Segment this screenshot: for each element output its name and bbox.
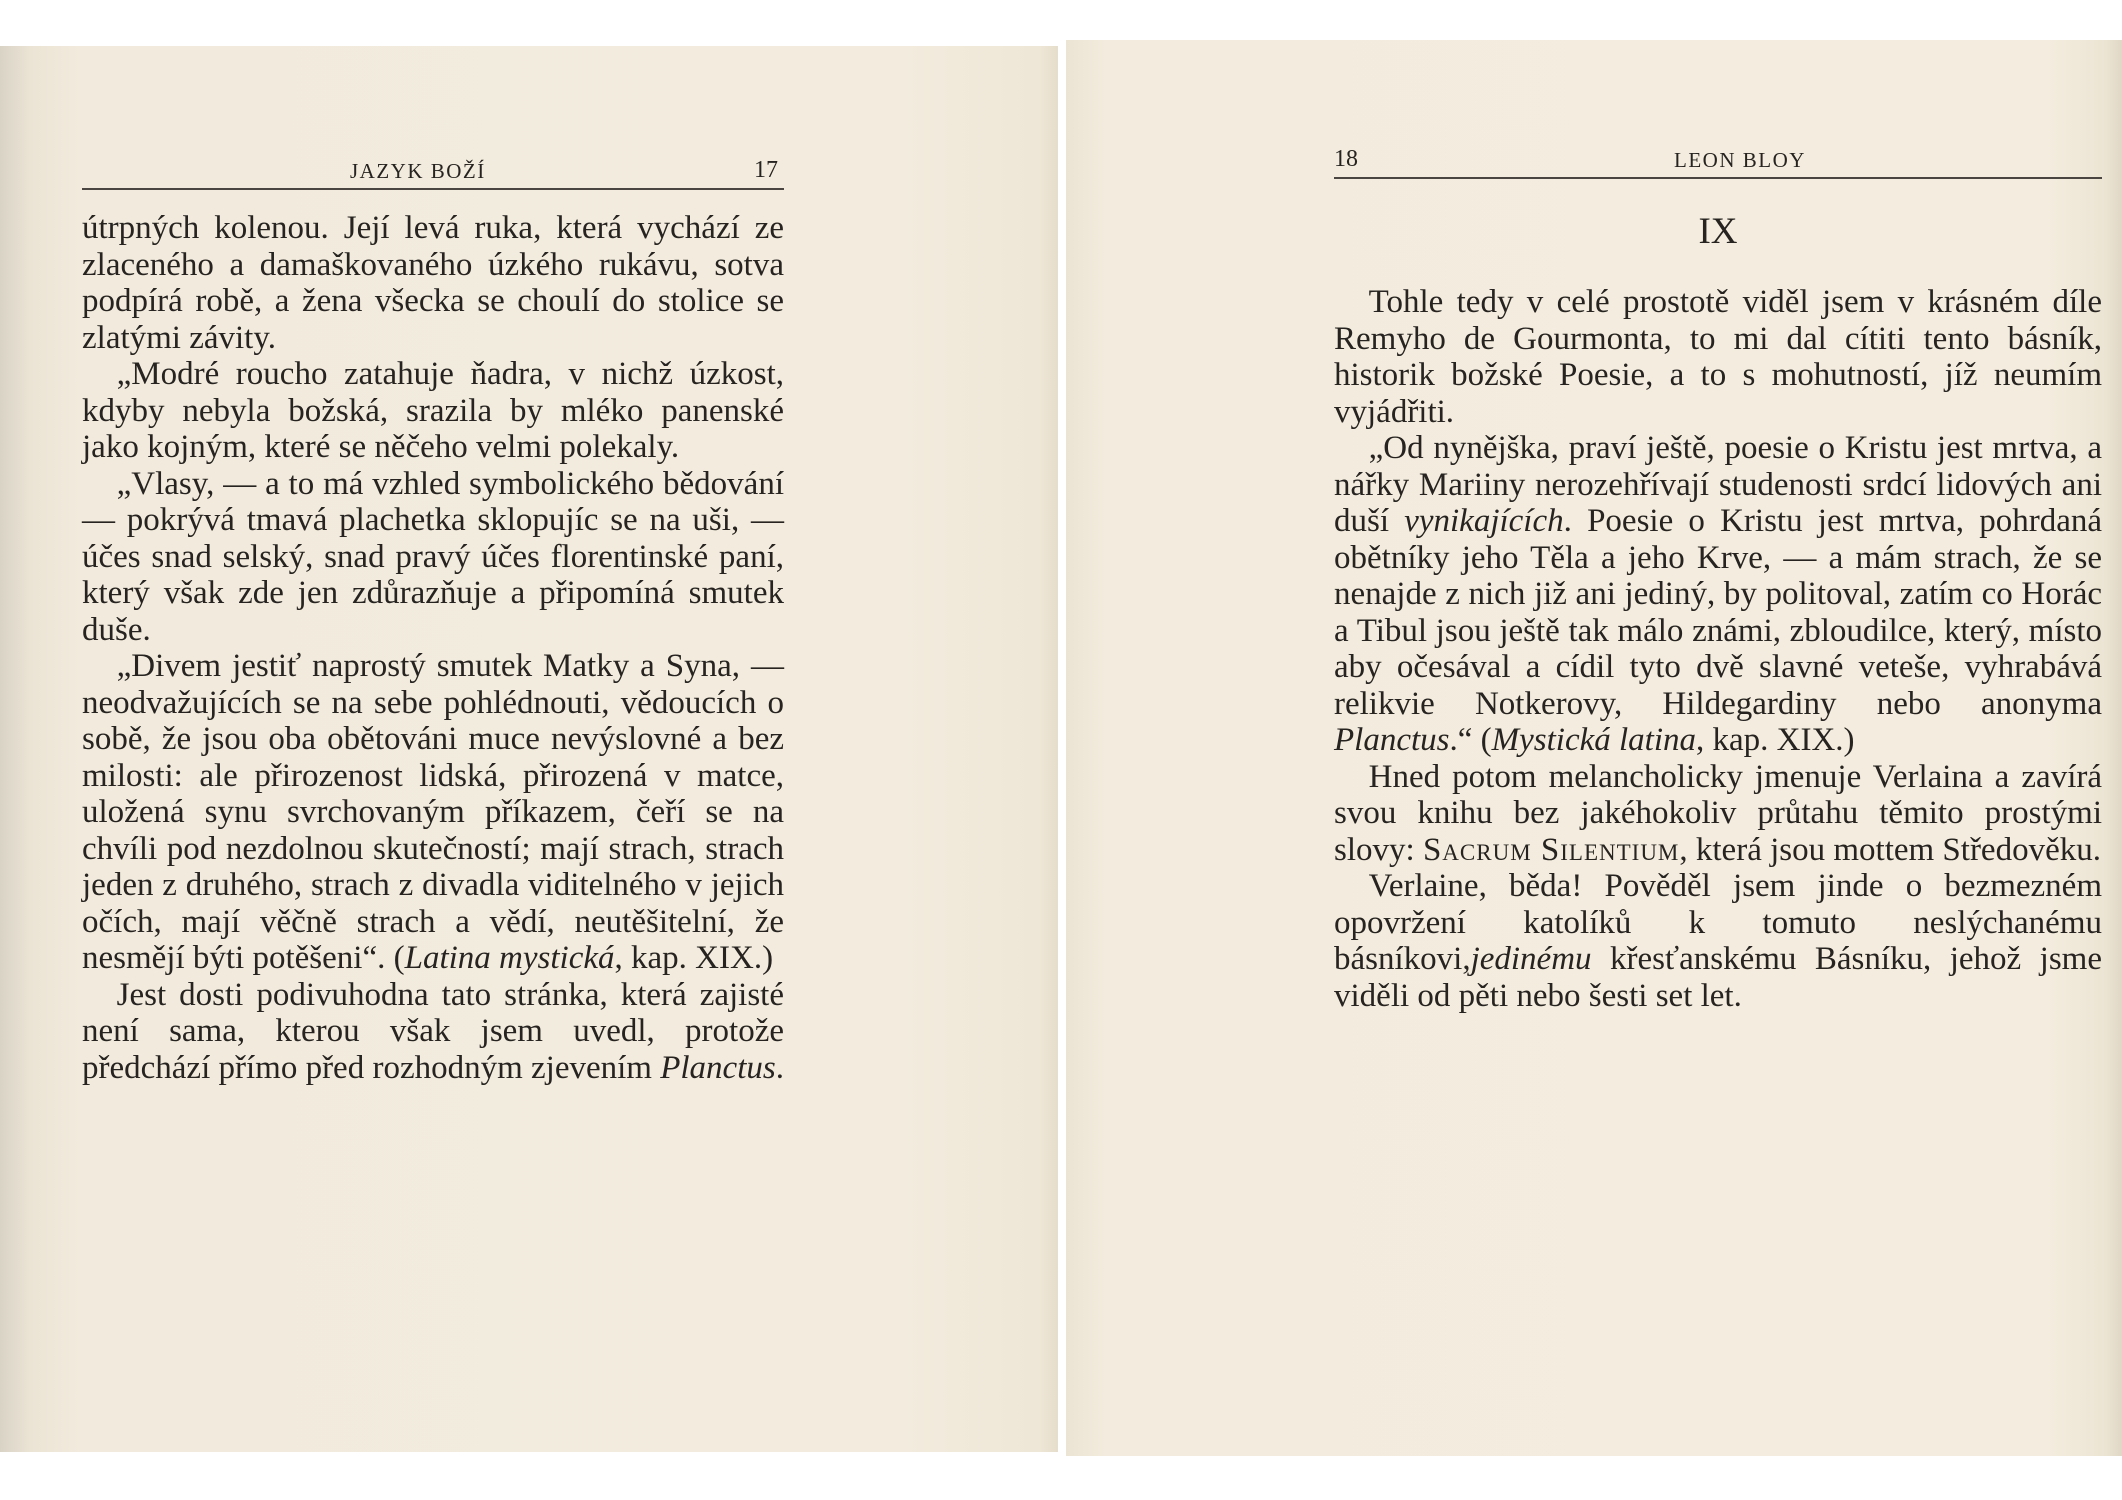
quote-text: „Divem jestiť naprostý smutek Matky a Syna, — neodvažujících se na sebe pohlédnouti, vědoucích o sobě, že jsou oba obětováni muce nevýslovné a bez milosti: ale přirozenost lidská, přirozená v matce, uložená synu svrchovaným příkazem, čeří se na chvíli pod nezdolnou skutečností; mají strach, strach jeden z druhého, strach z divadla viditelného v jejich očích, mají věčně strach a vědí, neutěšitelní, že nesmějí býti potěšeni“.	[82, 648, 784, 976]
book-spine-gap	[1058, 0, 1066, 1500]
quote-text: . Poesie o Kristu jest mrtva, pohrdaná obětníky jeho Těla a jeho Krve, — a mám strach, že se nenajde z nich již ani jediný, by politoval, zatím co Horác a Tibul jsou ještě tak málo známi, zbloudilce, který, místo aby očesával a cídil tyto dvě slavné veteše, vyhrabává relikvie Notkerovy, Hildegardiny nebo anonyma	[1334, 503, 2102, 722]
paragraph: útrpných kolenou. Její levá ruka, která vychází ze zlaceného a damaškovaného úzkého rukávu, sotva podpírá robě, a žena všecka se choulí do stolice se zlatými závity.	[82, 210, 784, 356]
paragraph	[82, 977, 784, 1087]
paragraph-text: Hned potom melancholicky jmenuje Verlaina a zavírá svou knihu bez jakéhokoliv průtahu těmito prostými slovy:	[1334, 758, 2102, 868]
running-title-right: LEON BLOY	[1674, 148, 1806, 172]
motto-phrase: Sacrum Silentium	[1422, 831, 1680, 868]
citation-open: (	[393, 940, 405, 976]
paragraph-text: , která jsou mottem Středověku.	[1679, 831, 2101, 868]
work-title: Planctus	[1334, 722, 1450, 758]
page-number-right: 18	[1334, 146, 1358, 172]
left-page-text	[82, 210, 784, 1086]
right-page-header	[1334, 141, 2102, 179]
citation-close: , kap. XIX.)	[614, 940, 774, 976]
paragraph: Tohle tedy v celé prostotě viděl jsem v krásném díle Remyho de Gourmonta, to mi dal cítiti tento básník, historik božské Poesie, a to s mohutností, jíž neumím vyjádřiti.	[1334, 284, 2102, 430]
emphasis: vynikajících	[1404, 503, 1564, 539]
right-page-text	[1334, 284, 2102, 1014]
paragraph: „Modré roucho zatahuje ňadra, v nichž úzkost, kdyby nebyla božská, srazila by mléko panenské jako kojným, které se něčeho velmi polekaly.	[82, 356, 784, 465]
paragraph	[1334, 759, 2102, 869]
work-title: Planctus	[660, 1049, 776, 1086]
right-page	[1066, 40, 2122, 1456]
citation-close: , kap. XIX.)	[1696, 722, 1855, 758]
paragraph: „Vlasy, — a to má vzhled symbolického bědování — pokrývá tmavá plachetka sklopujíc se na uši, — účes snad selský, snad pravý účes florentinské paní, který však zde jen zdůrazňuje a připomíná smutek duše.	[82, 465, 784, 648]
paragraph	[1334, 868, 2102, 1014]
paragraph	[82, 648, 784, 977]
left-page-header	[82, 152, 784, 190]
left-page	[0, 46, 1058, 1452]
paragraph-text: Jest dosti podivuhodna tato stránka, která zajisté není sama, kterou však jsem uvedl, protože předchází přímo před rozhodným zjevením	[82, 976, 784, 1086]
cited-work-title: Latina mystická	[404, 940, 615, 976]
cited-work-title: Mystická latina	[1491, 722, 1696, 758]
page-number-left: 17	[754, 157, 778, 183]
chapter-heading: IX	[1698, 211, 1738, 252]
emphasis: jedinému	[1470, 941, 1592, 977]
punctuation: .	[775, 1049, 784, 1086]
paragraph-text: křesťanskému Básníku, jehož jsme viděli od pěti nebo šesti set let.	[1334, 941, 2102, 1014]
paragraph	[1334, 430, 2102, 759]
paragraph-text: Verlaine, běda! Pověděl jsem jinde o bezmezném opovržení katolíků k tomuto neslýchanému básníkovi,	[1334, 868, 2102, 977]
quote-text: „Od nynějška, praví ještě, poesie o Kristu jest mrtva, a nářky Mariiny nerozehřívají studenosti srdcí lidových ani duší	[1334, 430, 2102, 539]
running-title-left: JAZYK BOŽÍ	[350, 159, 486, 183]
punctuation: .“ (	[1449, 722, 1492, 758]
